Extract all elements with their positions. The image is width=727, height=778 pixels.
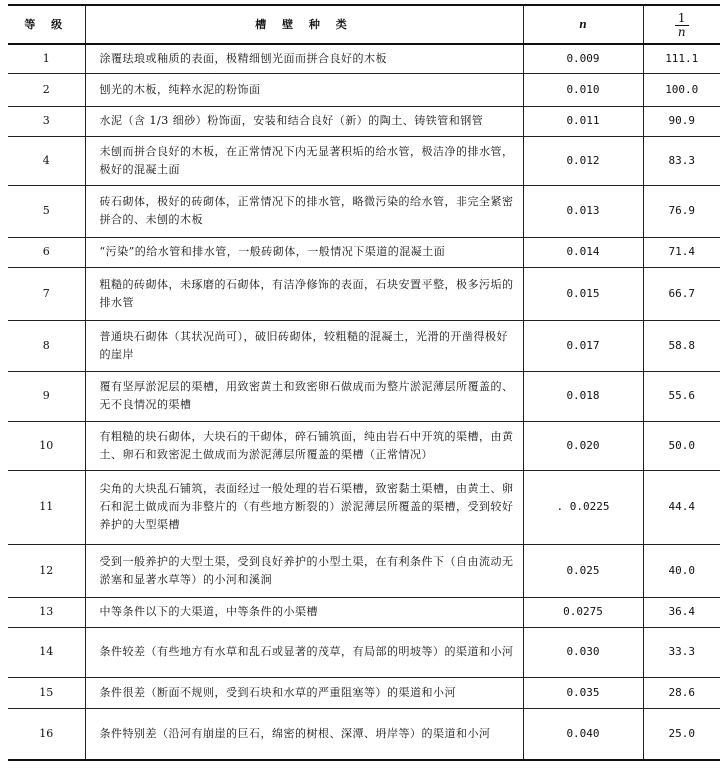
n-value-cell: 0.009 xyxy=(523,44,643,73)
n-value-cell: 0.012 xyxy=(523,136,643,185)
grade-cell: 10 xyxy=(8,421,85,470)
n-value-cell: 0.010 xyxy=(523,73,643,106)
grade-cell: 16 xyxy=(8,708,85,760)
table-row xyxy=(8,708,720,760)
grade-cell: 12 xyxy=(8,544,85,597)
description-cell: 未刨而拼合良好的木板，在正常情况下内无显著积垢的给水管，极洁净的排水管，极好的混凝土面 xyxy=(85,136,523,185)
n-value-cell: 0.011 xyxy=(523,106,643,136)
grade-cell: 7 xyxy=(8,267,85,320)
table-row xyxy=(8,470,720,544)
n-value-cell: 0.040 xyxy=(523,708,643,760)
inverse-n-cell: 55.6 xyxy=(643,371,720,421)
description-cell: 普通块石砌体（其状况尚可），破旧砖砌体，较粗糙的混凝土，光滑的开凿得极好的崖岸 xyxy=(85,320,523,371)
n-value-cell: 0.020 xyxy=(523,421,643,470)
description-cell: 砖石砌体，极好的砖砌体，正常情况下的排水管，略微污染的给水管，非完全紧密拼合的、未刨的木板 xyxy=(85,185,523,237)
table-row xyxy=(8,597,720,627)
description-cell: 覆有坚厚淤泥层的渠槽，用致密黄土和致密卵石做成而为整片淤泥薄层所覆盖的、无不良情况的渠槽 xyxy=(85,371,523,421)
roughness-table xyxy=(8,4,720,761)
grade-cell: 8 xyxy=(8,320,85,371)
n-value-cell: 0.025 xyxy=(523,544,643,597)
table-row xyxy=(8,106,720,136)
table-header xyxy=(8,5,720,44)
inverse-n-cell: 111.1 xyxy=(643,44,720,73)
header-n xyxy=(523,5,643,44)
inverse-n-cell: 100.0 xyxy=(643,73,720,106)
description-cell: 粗糙的砖砌体，未琢磨的石砌体，有洁净修饰的表面，石块安置平整，极多污垢的排水管 xyxy=(85,267,523,320)
table-row xyxy=(8,421,720,470)
n-value-cell: . 0.0225 xyxy=(523,470,643,544)
table-body xyxy=(8,44,720,760)
n-value-cell: 0.017 xyxy=(523,320,643,371)
grade-cell: 6 xyxy=(8,237,85,267)
inverse-n-cell: 33.3 xyxy=(643,627,720,677)
fraction-one-over-n xyxy=(675,12,689,39)
inverse-n-cell: 25.0 xyxy=(643,708,720,760)
n-value-cell: 0.013 xyxy=(523,185,643,237)
header-grade: 等 级 xyxy=(8,5,85,44)
grade-cell: 11 xyxy=(8,470,85,544)
n-value-cell: 0.015 xyxy=(523,267,643,320)
description-cell: 刨光的木板，纯粹水泥的粉饰面 xyxy=(85,73,523,106)
inverse-n-cell: 58.8 xyxy=(643,320,720,371)
description-cell: 条件特别差（沿河有崩崖的巨石，绵密的树根、深潭、坍岸等）的渠道和小河 xyxy=(85,708,523,760)
grade-cell: 5 xyxy=(8,185,85,237)
header-inverse-n xyxy=(643,5,720,44)
table-row xyxy=(8,544,720,597)
description-cell: 条件很差（断面不规则，受到石块和水草的严重阻塞等）的渠道和小河 xyxy=(85,677,523,708)
n-value-cell: 0.035 xyxy=(523,677,643,708)
inverse-n-cell: 28.6 xyxy=(643,677,720,708)
grade-cell: 13 xyxy=(8,597,85,627)
fraction-numerator: 1 xyxy=(675,12,689,26)
table-row xyxy=(8,371,720,421)
grade-cell: 3 xyxy=(8,106,85,136)
n-value-cell: 0.018 xyxy=(523,371,643,421)
description-cell: 条件较差（有些地方有水草和乱石或显著的茂草，有局部的明坡等）的渠道和小河 xyxy=(85,627,523,677)
table-row xyxy=(8,267,720,320)
n-value-cell: 0.0275 xyxy=(523,597,643,627)
description-cell: 涂覆珐琅或釉质的表面，极精细刨光面而拼合良好的木板 xyxy=(85,44,523,73)
description-cell: 中等条件以下的大渠道，中等条件的小渠槽 xyxy=(85,597,523,627)
inverse-n-cell: 44.4 xyxy=(643,470,720,544)
inverse-n-cell: 71.4 xyxy=(643,237,720,267)
n-value-cell: 0.014 xyxy=(523,237,643,267)
inverse-n-cell: 36.4 xyxy=(643,597,720,627)
description-cell: 有粗糙的块石砌体，大块石的干砌体，碎石铺筑面，纯由岩石中开筑的渠槽，由黄土、卵石和致密泥土做成而为淤泥薄层所覆盖的渠槽（正常情况） xyxy=(85,421,523,470)
header-n-symbol: n xyxy=(579,16,587,31)
table-row xyxy=(8,44,720,73)
fraction-denominator: n xyxy=(677,25,686,39)
grade-cell: 1 xyxy=(8,44,85,73)
table-row xyxy=(8,73,720,106)
inverse-n-cell: 40.0 xyxy=(643,544,720,597)
n-value-cell: 0.030 xyxy=(523,627,643,677)
description-cell: “污染”的给水管和排水管，一般砖砌体，一般情况下渠道的混凝土面 xyxy=(85,237,523,267)
header-desc: 槽 壁 种 类 xyxy=(85,5,523,44)
inverse-n-cell: 76.9 xyxy=(643,185,720,237)
table-row xyxy=(8,627,720,677)
description-cell: 水泥（含 1/3 细砂）粉饰面，安装和结合良好（新）的陶土、铸铁管和钢管 xyxy=(85,106,523,136)
grade-cell: 4 xyxy=(8,136,85,185)
table-row xyxy=(8,185,720,237)
description-cell: 尖角的大块乱石铺筑，表面经过一般处理的岩石渠槽，致密黏土渠槽，由黄土、卵石和泥土做成而为非整片的（有些地方断裂的）淤泥薄层所覆盖的渠槽，受到较好养护的大型渠槽 xyxy=(85,470,523,544)
inverse-n-cell: 83.3 xyxy=(643,136,720,185)
table-row xyxy=(8,320,720,371)
inverse-n-cell: 50.0 xyxy=(643,421,720,470)
inverse-n-cell: 66.7 xyxy=(643,267,720,320)
grade-cell: 14 xyxy=(8,627,85,677)
table-row xyxy=(8,677,720,708)
grade-cell: 2 xyxy=(8,73,85,106)
grade-cell: 15 xyxy=(8,677,85,708)
description-cell: 受到一般养护的大型土渠，受到良好养护的小型土渠，在有利条件下（自由流动无淤塞和显著水草等）的小河和溪涧 xyxy=(85,544,523,597)
table-row xyxy=(8,237,720,267)
grade-cell: 9 xyxy=(8,371,85,421)
inverse-n-cell: 90.9 xyxy=(643,106,720,136)
table-row xyxy=(8,136,720,185)
